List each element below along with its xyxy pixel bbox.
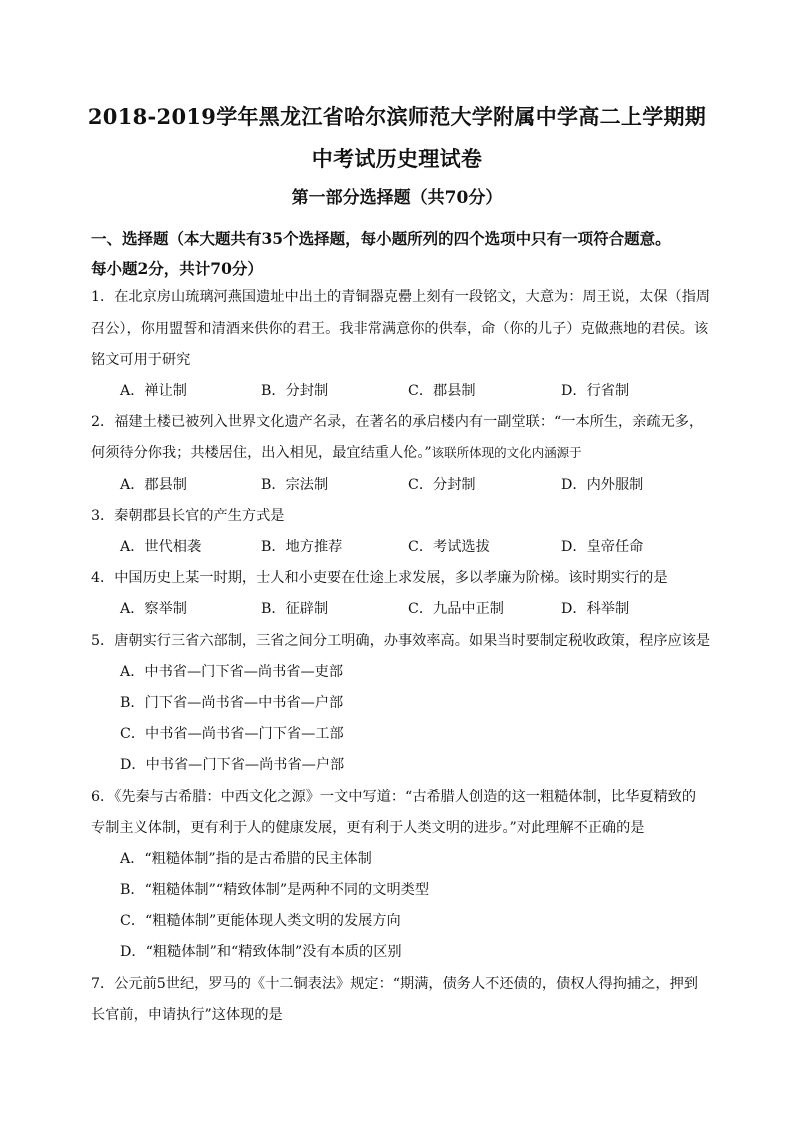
question-3-option-d: D．皇帝任命 <box>561 539 644 555</box>
question-4-option-d: D．科举制 <box>561 601 630 617</box>
question-1-stem-line-2: 召公），你用盟誓和清酒来供你的君王。我非常满意你的供奉，命（你的儿子）克做燕地的君侯。该 <box>91 321 709 337</box>
question-6-option-c: C．“粗糙体制”更能体现人类文明的发展方向 <box>120 913 401 929</box>
question-6-stem-line-2: 专制主义体制，更有利于人的健康发展，更有利于人类文明的进步。”对此理解不正确的是 <box>91 820 645 836</box>
question-6-option-a: A．“粗糙体制”指的是古希腊的民主体制 <box>120 851 372 867</box>
question-6-option-b: B．“粗糙体制”“精致体制”是两种不同的文明类型 <box>120 882 430 898</box>
question-4-option-b: B．征辟制 <box>261 601 329 617</box>
question-5-option-a: A．中书省—门下省—尚书省—吏部 <box>120 664 344 680</box>
question-3-option-c: C．考试选拔 <box>408 539 490 555</box>
question-1-option-a: A．禅让制 <box>120 383 187 399</box>
question-1-option-b: B．分封制 <box>261 383 329 399</box>
question-2-stem-line-1: 2．福建土楼已被列入世界文化遗产名录，在著名的承启楼内有一副堂联：“一本所生，亲疏无多， <box>91 414 704 430</box>
question-3-option-a: A．世代相袭 <box>120 539 202 555</box>
question-7-stem-line-1: 7．公元前5世纪，罗马的《十二铜表法》规定：“期满，债务人不还债的，债权人得拘捕之，押到 <box>91 976 698 992</box>
question-2-option-c: C．分封制 <box>408 477 476 493</box>
section-instruction-line-2: 每小题2分，共计70分） <box>91 259 263 278</box>
question-4-option-a: A．察举制 <box>120 601 187 617</box>
question-5-option-c: C．中书省—尚书省—门下省—工部 <box>120 726 344 742</box>
part-title: 第一部分选择题（共70分） <box>291 188 503 208</box>
question-5-option-b: B．门下省—尚书省—中书省—户部 <box>120 695 344 711</box>
question-7-stem-line-2: 长官前，申请执行”这体现的是 <box>91 1007 283 1023</box>
question-6-stem-line-1: 6．《先秦与古希腊：中西文化之源》一文中写道：“古希腊人创造的这一粗糙体制，比华夏精致的 <box>91 789 697 805</box>
question-6-option-d: D．“粗糙体制”和“精致体制”没有本质的区别 <box>120 944 402 960</box>
section-instruction-line-1: 一、选择题（本大题共有35个选择题，每小题所列的四个选项中只有一项符合题意。 <box>91 229 671 248</box>
question-1-option-c: C．郡县制 <box>408 383 476 399</box>
question-5-option-d: D．中书省—门下省—尚书省—户部 <box>120 757 345 773</box>
question-3-option-b: B．地方推荐 <box>261 539 343 555</box>
question-4-option-c: C．九品中正制 <box>408 601 504 617</box>
question-1-stem-line-1: 1．在北京房山琉璃河燕国遗址中出土的青铜器克罍上刻有一段铭文，大意为：周王说，太保（指周 <box>91 289 711 305</box>
question-4-stem-line-1: 4．中国历史上某一时期，士人和小吏要在仕途上求发展，多以孝廉为阶梯。该时期实行的是 <box>91 570 668 586</box>
question-2-stem-line-2 <box>91 442 711 464</box>
question-2-stem-tail: 该联所体现的文化内涵源于 <box>431 445 582 460</box>
question-2-option-d: D．内外服制 <box>561 477 644 493</box>
exam-title-line-2: 中考试历史理试卷 <box>311 146 483 171</box>
question-5-stem-line-1: 5．唐朝实行三省六部制，三省之间分工明确，办事效率高。如果当时要制定税收政策，程序应该是 <box>91 633 711 649</box>
question-3-stem-line-1: 3．秦朝郡县长官的产生方式是 <box>91 508 285 524</box>
exam-title-line-1: 2018-2019学年黑龙江省哈尔滨师范大学附属中学高二上学期期 <box>87 104 707 129</box>
question-2-option-a: A．郡县制 <box>120 477 187 493</box>
question-1-option-d: D．行省制 <box>561 383 630 399</box>
question-1-stem-line-3: 铭文可用于研究 <box>91 352 191 368</box>
question-2-option-b: B．宗法制 <box>261 477 329 493</box>
question-2-stem-main: 何须待分你我；共楼居住，出入相见，最宜结重人伦。” <box>91 445 432 461</box>
